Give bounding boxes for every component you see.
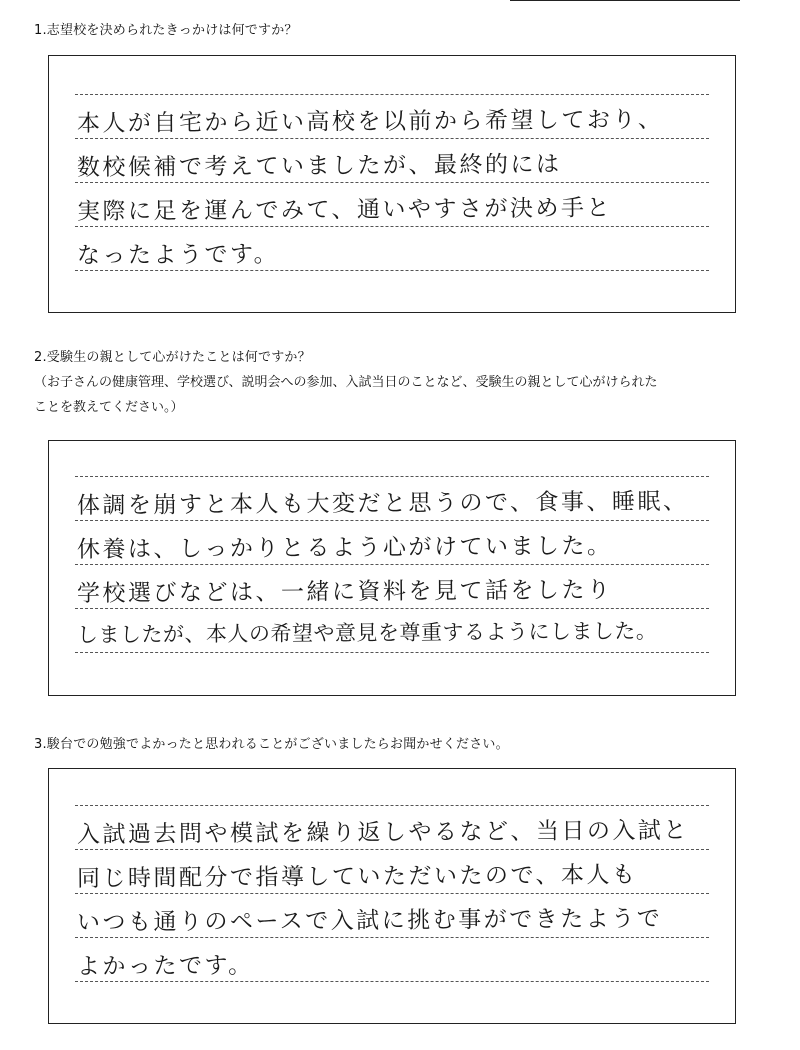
answer-rule <box>75 893 709 894</box>
question-1: 1.志望校を決められたきっかけは何ですか？ <box>34 23 298 38</box>
answer-rule <box>75 564 709 565</box>
question-3: 3.駿台での勉強でよかったと思われることがございましたらお聞かせください。 <box>34 737 509 752</box>
answer-rule <box>75 849 709 850</box>
answer-3-line-2: 同じ時間配分で指導していただいたので、本人も <box>76 862 638 892</box>
answer-rule <box>75 476 709 477</box>
answer-2-line-2: 休養は、しっかりとるよう心がけていました。 <box>76 533 613 563</box>
answer-2-line-4: しましたが、本人の希望や意見を尊重するようにしました。 <box>76 618 658 648</box>
answer-1-line-3: 実際に足を運んでみて、通いやすさが決め手と <box>76 195 613 226</box>
question-2: 2.受験生の親として心がけたことは何ですか？ <box>34 350 311 365</box>
answer-box-1 <box>48 55 736 313</box>
answer-rule <box>75 805 709 806</box>
answer-3-line-1: 入試過去問や模試を繰り返しやるなど、当日の入試と <box>76 817 689 848</box>
answer-3-line-4: よかったです。 <box>76 952 254 980</box>
answer-rule <box>75 182 709 183</box>
answer-rule <box>75 138 709 139</box>
answer-rule <box>75 270 709 271</box>
top-rule <box>510 0 740 1</box>
answer-2-line-3: 学校選びなどは、一緒に資料を見て話をしたり <box>76 577 613 607</box>
answer-3-line-3: いつも通りのペースで入試に挑む事ができたようで <box>76 905 663 936</box>
answer-box-2 <box>48 440 736 696</box>
answer-1-line-1: 本人が自宅から近い高校を以前から希望しており、 <box>76 106 664 138</box>
question-2-note-1: （お子さんの健康管理、学校選び、説明会への参加、入試当日のことなど、受験生の親として心がけられた <box>34 375 658 390</box>
answer-1-line-4: なったようです。 <box>76 241 280 270</box>
answer-1-line-2: 数校候補で考えていましたが、最終的には <box>76 151 562 182</box>
answer-box-3 <box>48 768 736 1024</box>
answer-rule <box>75 981 709 982</box>
answer-rule <box>75 937 709 938</box>
answer-rule <box>75 652 709 653</box>
question-2-note-2: ことを教えてください。） <box>34 400 184 415</box>
answer-rule <box>75 226 709 227</box>
answer-rule <box>75 520 709 521</box>
answer-2-line-1: 体調を崩すと本人も大変だと思うので、食事、睡眠、 <box>76 488 689 519</box>
answer-rule <box>75 94 709 95</box>
answer-rule <box>75 608 709 609</box>
